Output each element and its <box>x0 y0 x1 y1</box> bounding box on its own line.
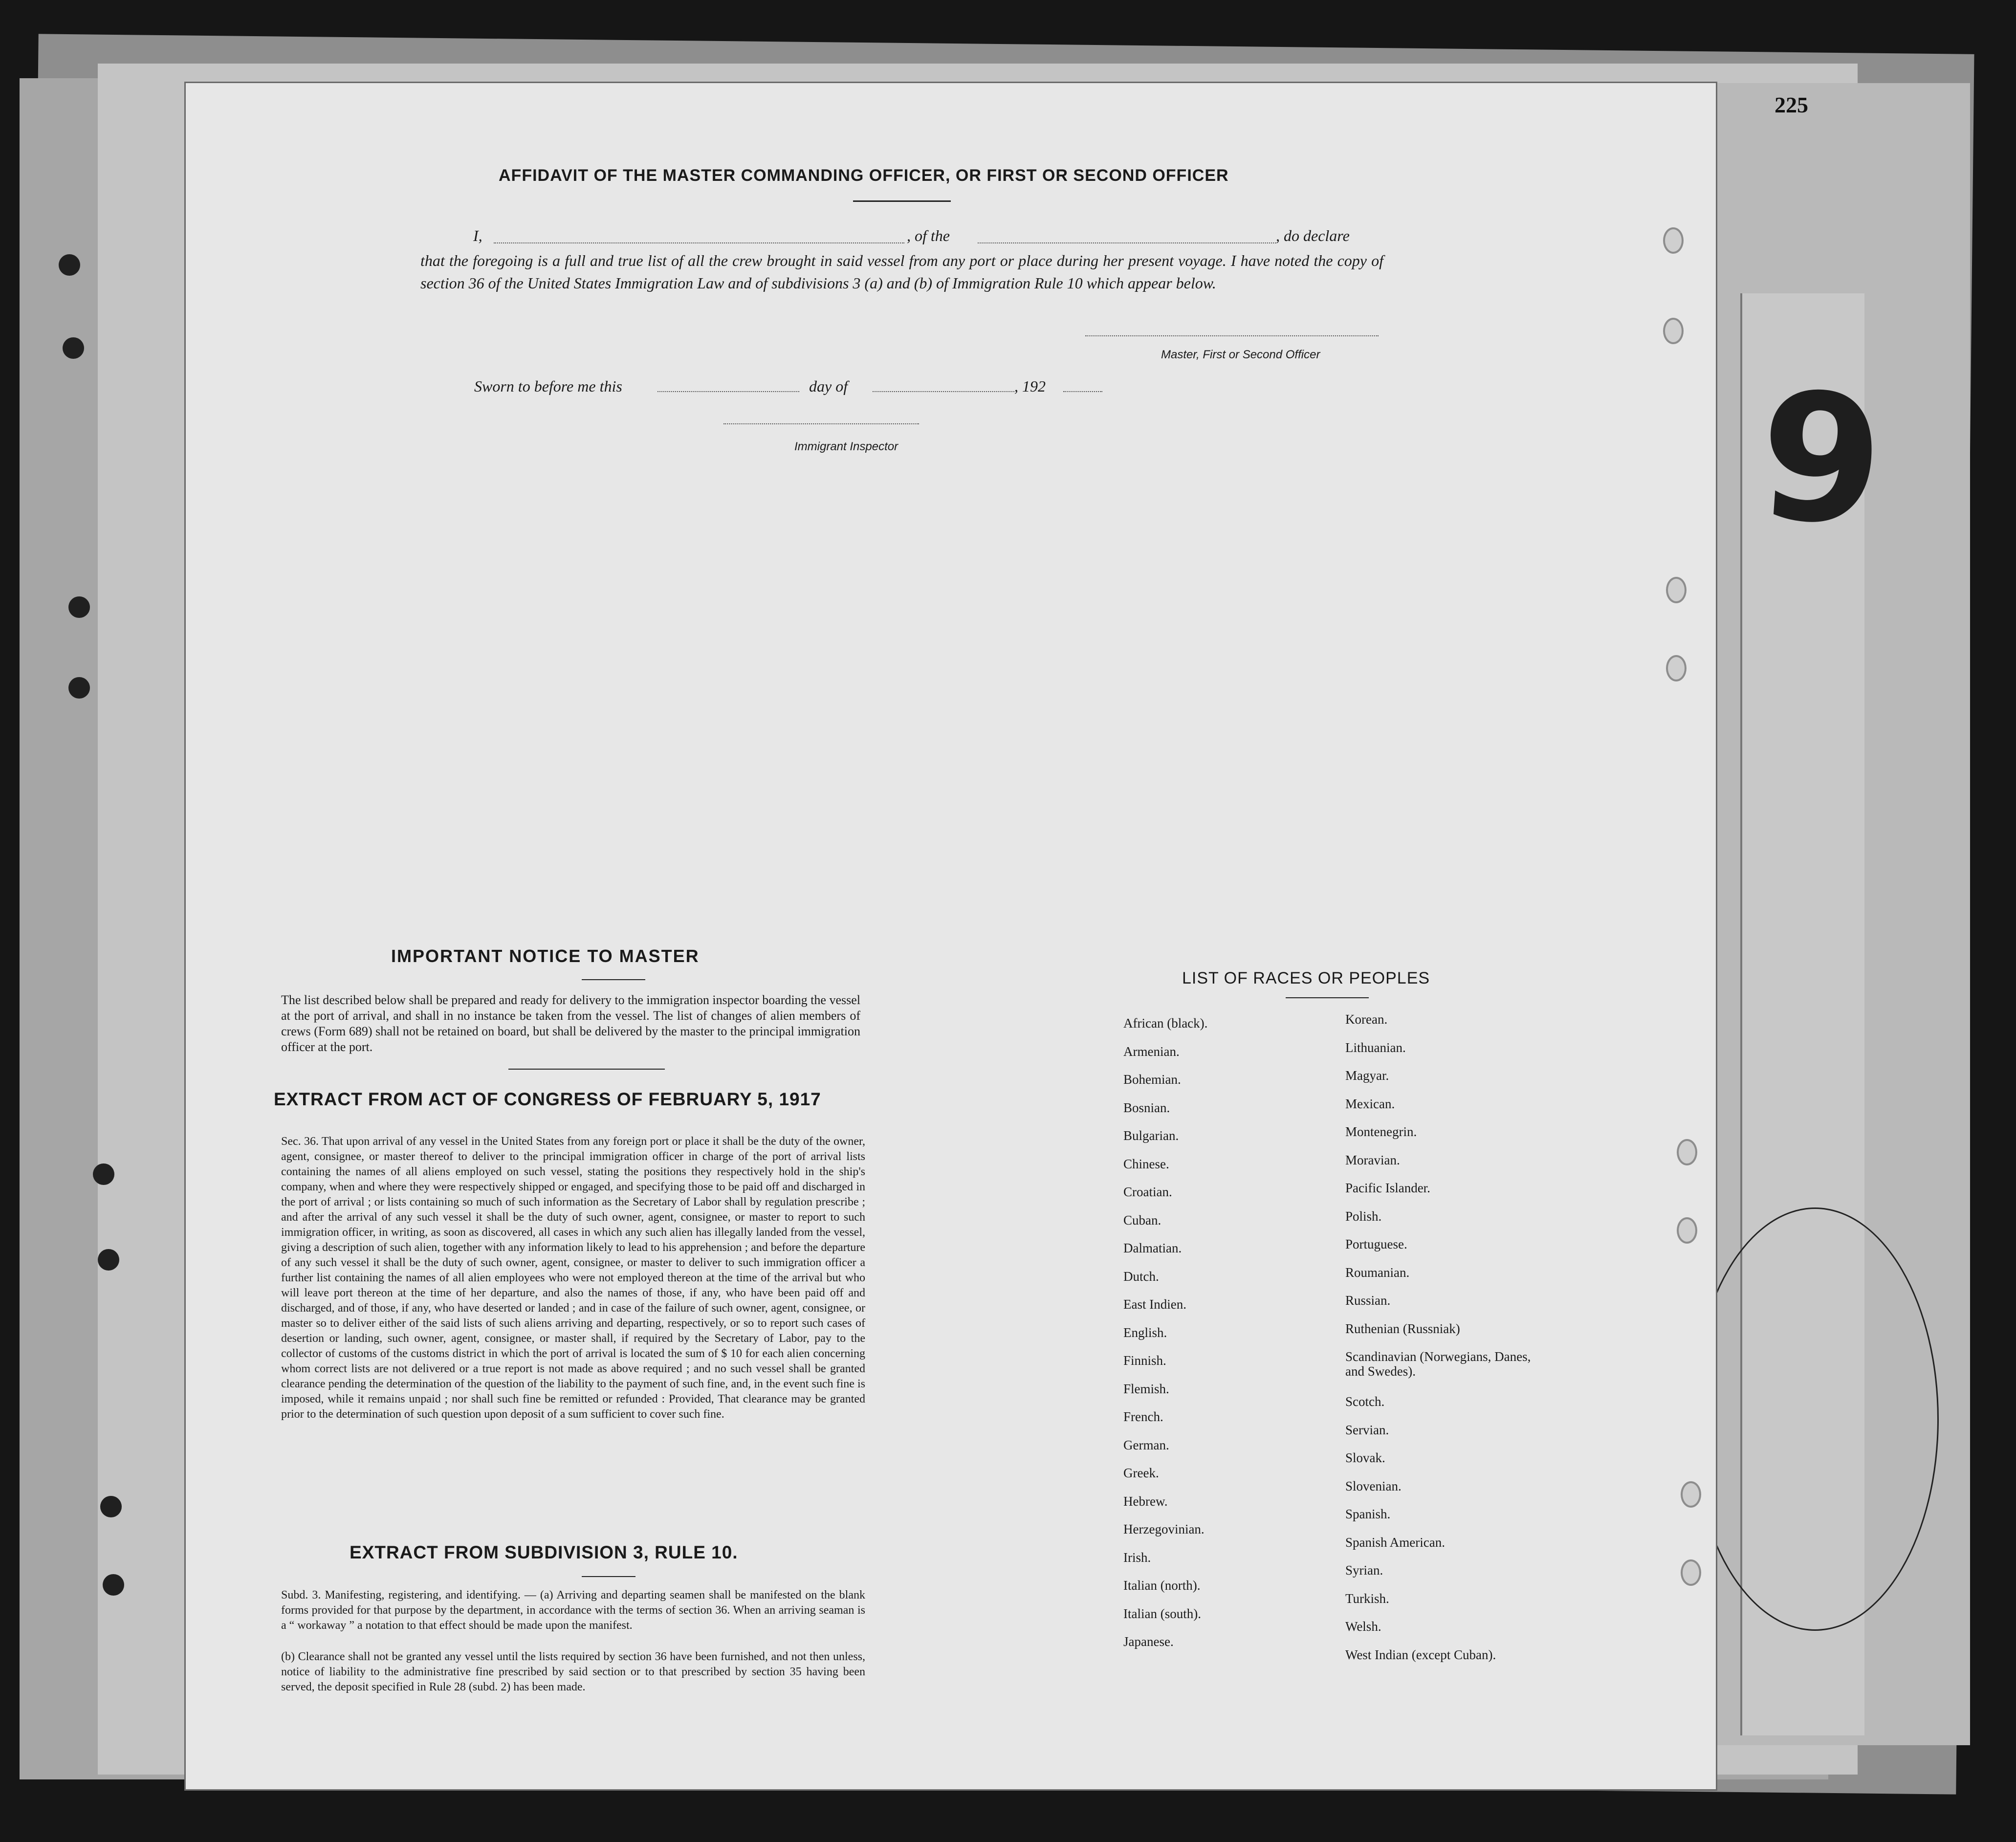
page-number: 225 <box>1775 92 1808 117</box>
punch-hole <box>1663 227 1684 254</box>
race-item: Russian. <box>1345 1293 1391 1308</box>
race-item: Lithuanian. <box>1345 1040 1406 1055</box>
race-item: Portuguese. <box>1345 1237 1407 1251</box>
race-item: Flemish. <box>1123 1381 1169 1396</box>
extract-rule-para-a: Subd. 3. Manifesting, registering, and identifying. — (a) Arriving and departing seamen shall be manifested on the blank forms provided for that purpose by the department, in accordance with the terms of section 36. When an arriving seaman is a “ workaway ” a notation to that effect should be made upon the manifest. <box>281 1589 865 1632</box>
divider <box>582 979 645 980</box>
month-blank <box>873 391 1014 392</box>
race-item: Croatian. <box>1123 1184 1172 1199</box>
race-item: Spanish American. <box>1345 1535 1445 1550</box>
affidavit-i: I, <box>473 227 482 244</box>
divider <box>582 1576 635 1577</box>
divider <box>508 1069 665 1070</box>
master-signature-line <box>1085 335 1379 336</box>
divider <box>1286 997 1369 998</box>
punch-hole <box>93 1163 114 1185</box>
punch-hole <box>1681 1481 1701 1508</box>
races-right-column <box>1345 1012 1541 1675</box>
background-oval-mark <box>1691 1207 1939 1631</box>
race-item: African (black). <box>1123 1016 1208 1031</box>
race-item: Dutch. <box>1123 1269 1159 1284</box>
notice-title: IMPORTANT NOTICE TO MASTER <box>391 946 700 966</box>
race-item: English. <box>1123 1325 1167 1340</box>
race-item: Bulgarian. <box>1123 1128 1179 1143</box>
extract-rule-title: EXTRACT FROM SUBDIVISION 3, RULE 10. <box>350 1542 738 1562</box>
race-item: Roumanian. <box>1345 1265 1410 1280</box>
race-item: Herzegovinian. <box>1123 1522 1205 1536</box>
race-item: Polish. <box>1345 1208 1382 1224</box>
race-item: Servian. <box>1345 1422 1389 1437</box>
race-item: Irish. <box>1123 1550 1151 1565</box>
race-item: Scotch. <box>1345 1394 1385 1409</box>
race-item: Ruthenian (Russniak) <box>1345 1321 1460 1336</box>
punch-hole <box>1677 1217 1697 1244</box>
race-item: Italian (north). <box>1123 1578 1201 1593</box>
punch-hole <box>100 1496 122 1517</box>
race-item: Spanish. <box>1345 1507 1391 1521</box>
punch-hole <box>1681 1559 1701 1586</box>
races-left-column <box>1123 1016 1368 1663</box>
inspector-label: Immigrant Inspector <box>794 440 898 453</box>
punch-hole <box>103 1574 124 1596</box>
punch-hole <box>59 254 80 276</box>
year-text: , 192 <box>1014 377 1046 395</box>
race-item: Finnish. <box>1123 1353 1166 1368</box>
race-item: Turkish. <box>1345 1591 1389 1606</box>
race-item: Mexican. <box>1345 1096 1395 1111</box>
extract-act-body: Sec. 36. That upon arrival of any vessel in the United States from any foreign port or place it shall be the duty of the owner, agent, consignee, or master thereof to deliver to the principal immigration officer in charge of the port of arrival lists containing the names of all aliens employed on such vessel, stating the positions they respectively hold in the ship's company, when and where they were respectively shipped or engaged, and specifying those to be paid off and discharged in the port of arrival ; or lists containing so much of such information as the Secretary of Labor shall by regulation prescribe ; and after the arrival of any such vessel it shall be the duty of such owner, agent, consignee, or master to report to such immigration officer, in writing, as soon as discovered, all cases in which any such alien has illegally landed from the vessel, giving a description of such alien, together with any information likely to lead to his apprehension ; and before the departure of any such vessel it shall be the duty of such owner, agent, consignee, or master to deliver to such immigration officer a further list containing the names of all alien employees who were not employed thereon at the time of the arrival but who will leave port thereon at the time of her departure, and also the names of those, if any, who have been paid off and discharged, and of those, if any, who have deserted or landed ; and in case of the failure of such owner, agent, consignee, or master so to deliver either of the said lists of such aliens arriving and departing, respectively, or so to report such cases of desertion or landing, such owner, agent, consignee, or master shall, if required by the Secretary of Labor, pay to the collector of customs of the customs district in which the port of arrival is located the sum of $ 10 for each alien concerning whom correct lists are not delivered or a true report is not made as above required ; and no such vessel shall be granted clearance pending the determination of the question of the liability to the payment of such fine, and, in the event such fine is imposed, while it remains unpaid ; nor shall such fine be remitted or refunded : Provided, That clearance may be granted prior to the determination of such question upon deposit of a sum sufficient to cover such fine. <box>281 1135 865 1421</box>
affidavit-of-the: , of the <box>907 227 950 244</box>
handwritten-number: 9 <box>1753 352 1889 566</box>
race-item: Pacific Islander. <box>1345 1181 1430 1195</box>
punch-hole <box>68 677 90 699</box>
punch-hole <box>68 596 90 618</box>
extract-act-title: EXTRACT FROM ACT OF CONGRESS OF FEBRUARY 5, 1917 <box>274 1089 821 1109</box>
race-item: East Indien. <box>1123 1297 1186 1312</box>
inspector-signature-line <box>723 423 919 424</box>
race-item: Cuban. <box>1123 1212 1161 1228</box>
race-item: German. <box>1123 1437 1169 1452</box>
day-of-text: day of <box>809 377 848 395</box>
race-item: Chinese. <box>1123 1156 1169 1171</box>
race-item: Bosnian. <box>1123 1100 1170 1115</box>
race-item: West Indian (except Cuban). <box>1345 1647 1496 1662</box>
race-item: Scandinavian (Norwegians, Danes, and Swedes). <box>1345 1349 1531 1379</box>
races-title: LIST OF RACES OR PEOPLES <box>1182 969 1430 987</box>
race-item: French. <box>1123 1409 1163 1424</box>
race-item: Bohemian. <box>1123 1072 1181 1087</box>
year-blank <box>1063 391 1102 392</box>
race-item: Armenian. <box>1123 1044 1180 1059</box>
punch-hole <box>1663 318 1684 344</box>
race-item: Moravian. <box>1345 1152 1400 1167</box>
race-item: Korean. <box>1345 1012 1388 1027</box>
race-item: Dalmatian. <box>1123 1241 1182 1255</box>
punch-hole <box>1677 1139 1697 1165</box>
punch-hole <box>1666 655 1687 681</box>
race-item: Greek. <box>1123 1466 1159 1480</box>
vessel-blank <box>978 242 1276 243</box>
divider <box>853 200 951 202</box>
extract-rule-para-b: (b) Clearance shall not be granted any vessel until the lists required by section 36 have been furnished, and not then unless, notice of liability to the administrative fine prescribed by said section or to that prescribed by section 35 having been served, the deposit specified in Rule 28 (subd. 2) has been made. <box>281 1650 865 1693</box>
affidavit-declare: , do declare <box>1276 227 1350 244</box>
affidavit-body: that the foregoing is a full and true list of all the crew brought in said vessel from any port or place during her present voyage. I have noted the copy of section 36 of the United States Immigration Law and of subdivisions 3 (a) and (b) of Immigration Rule 10 which appear below. <box>420 252 1383 292</box>
race-item: Slovak. <box>1345 1450 1385 1465</box>
sworn-text: Sworn to before me this <box>474 377 622 395</box>
master-label: Master, First or Second Officer <box>1161 348 1320 361</box>
race-item: Magyar. <box>1345 1068 1389 1083</box>
punch-hole <box>1666 577 1687 603</box>
punch-hole <box>63 337 84 359</box>
name-blank <box>494 242 904 243</box>
affidavit-title: AFFIDAVIT OF THE MASTER COMMANDING OFFICER, OR FIRST OR SECOND OFFICER <box>499 166 1229 185</box>
race-item: Welsh. <box>1345 1619 1381 1634</box>
notice-body: The list described below shall be prepared and ready for delivery to the immigration inspector boarding the vessel at the port of arrival, and shall in no instance be taken from the vessel. The list of changes of alien members of crews (Form 689) shall not be retained on board, but shall be delivered by the master to the principal immigration officer at the port. <box>281 993 860 1054</box>
race-item: Montenegrin. <box>1345 1124 1417 1139</box>
race-item: Slovenian. <box>1345 1478 1402 1493</box>
day-blank <box>657 391 799 392</box>
race-item: Italian (south). <box>1123 1606 1201 1621</box>
race-item: Hebrew. <box>1123 1493 1168 1509</box>
race-item: Syrian. <box>1345 1563 1383 1578</box>
race-item: Japanese. <box>1123 1634 1174 1649</box>
punch-hole <box>98 1249 119 1271</box>
